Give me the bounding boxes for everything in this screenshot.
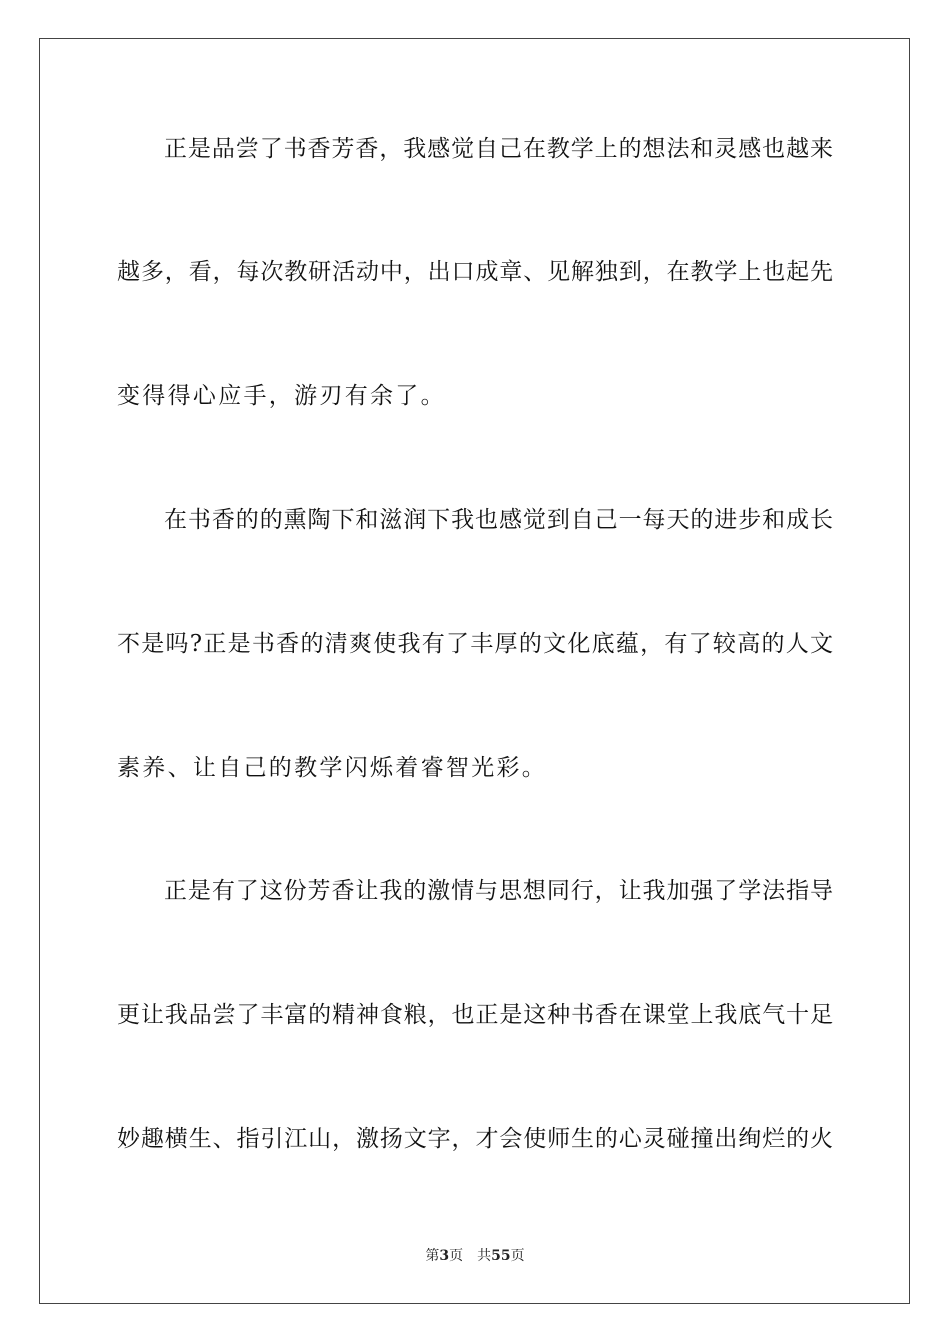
total-prefix: 共 xyxy=(477,1248,492,1264)
paragraph-3-line-3: 妙趣横生、指引江山，激扬文字，才会使师生的心灵碰撞出绚烂的火 xyxy=(117,1126,833,1152)
page-prefix: 第 xyxy=(425,1248,440,1264)
page-border xyxy=(39,38,910,1304)
page-suffix: 页 xyxy=(449,1248,464,1264)
paragraph-3-line-1: 正是有了这份芳香让我的激情与思想同行，让我加强了学法指导 xyxy=(164,878,833,904)
total-pages: 55 xyxy=(491,1248,511,1264)
paragraph-3-line-2: 更让我品尝了丰富的精神食粮，也正是这种书香在课堂上我底气十足 xyxy=(117,1002,833,1028)
page-footer xyxy=(0,1246,950,1266)
page-number: 3 xyxy=(439,1248,450,1264)
total-suffix: 页 xyxy=(510,1248,525,1264)
paragraph-1-line-1: 正是品尝了书香芳香，我感觉自己在教学上的想法和灵感也越来 xyxy=(164,136,833,162)
paragraph-2-line-2: 不是吗?正是书香的清爽使我有了丰厚的文化底蕴，有了较高的人文 xyxy=(117,631,833,657)
paragraph-2-line-1: 在书香的的熏陶下和滋润下我也感觉到自己一每天的进步和成长 xyxy=(164,507,833,533)
paragraph-1-line-3: 变得得心应手，游刃有余了。 xyxy=(117,383,446,409)
paragraph-2-line-3: 素养、让自己的教学闪烁着睿智光彩。 xyxy=(117,755,548,781)
paragraph-1-line-2: 越多，看，每次教研活动中，出口成章、见解独到，在教学上也起先 xyxy=(117,259,833,285)
